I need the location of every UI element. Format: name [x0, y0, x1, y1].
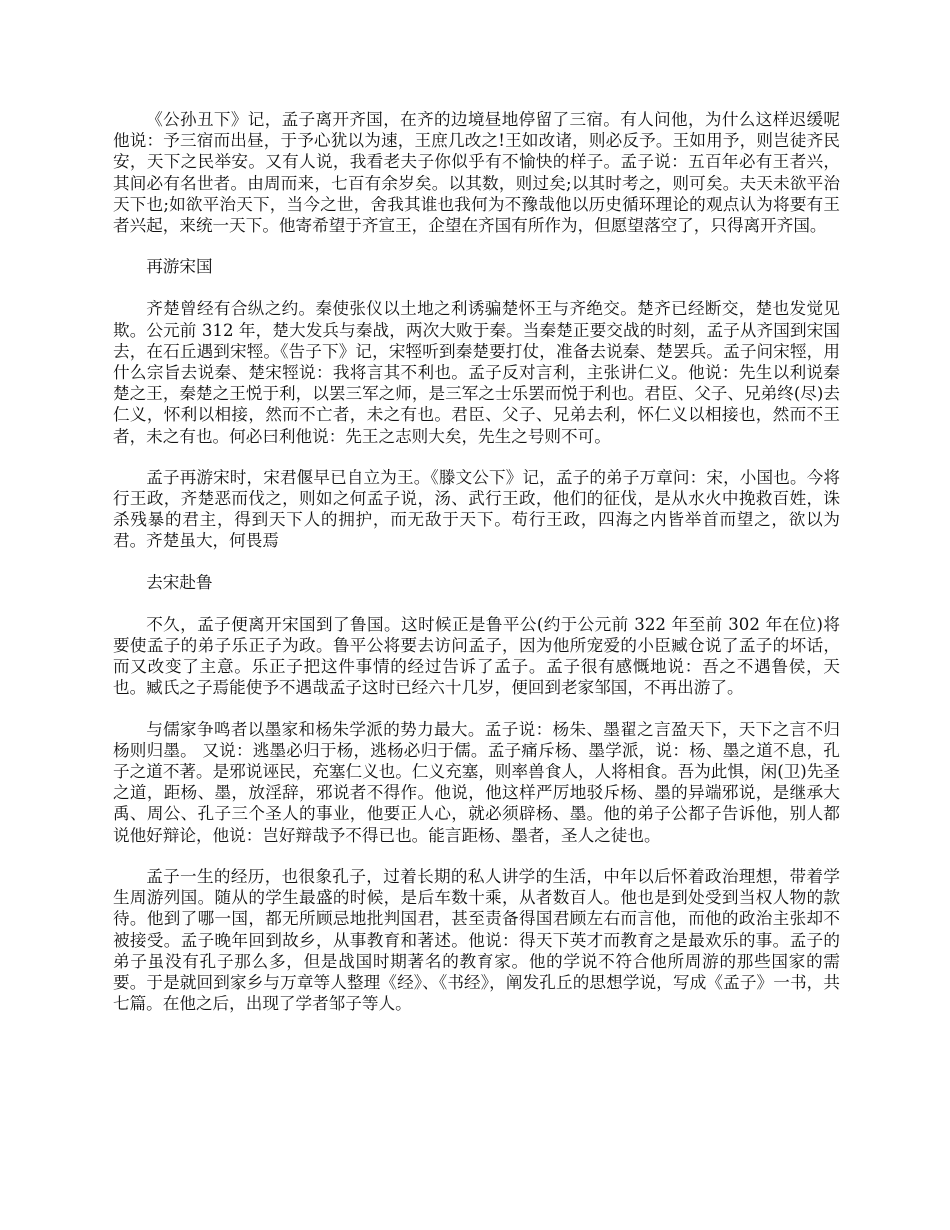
- paragraph-lu: 不久，孟子便离开宋国到了鲁国。这时候正是鲁平公(约于公元前 322 年至前 302 年在位)将要使孟子的弟子乐正子为政。鲁平公将要去访问孟子，因为他所宠爱的小臣臧仓说了孟子的坏话，而又改变了主意。乐正子把这件事情的经过告诉了孟子。孟子很有感慨地说：吾之不遇鲁侯，天也。臧氏之子焉能使予不遇哉孟子这时已经六十几岁，便回到老家邹国，不再出游了。: [113, 614, 840, 698]
- paragraph-song-king: 孟子再游宋时，宋君偃早已自立为王。《滕文公下》记，孟子的弟子万章问：宋，小国也。今将行王政，齐楚恶而伐之，则如之何孟子说，汤、武行王政，他们的征伐，是从水火中挽救百姓，诛杀残暴的君主，得到天下人的拥护，而无敌于天下。苟行王政，四海之内皆举首而望之，欲以为君。齐楚虽大，何畏焉: [113, 467, 840, 551]
- section-heading-song: 再游宋国: [146, 257, 213, 277]
- paragraph-yang-mo: 与儒家争鸣者以墨家和杨朱学派的势力最大。孟子说：杨朱、墨翟之言盈天下，天下之言不归杨则归墨。 又说：逃墨必归于杨，逃杨必归于儒。孟子痛斥杨、墨学派，说：杨、墨之道不息，孔子之道不著。是邪说诬民，充塞仁义也。仁义充塞，则率兽食人，人将相食。吾为此惧，闲(卫)先圣之道，距杨、墨，放淫辞，邪说者不得作。他说，他这样严厉地驳斥杨、墨的异端邪说，是继承大禹、周公、孔子三个圣人的事业，他要正人心，就必须辟杨、墨。他的弟子公都子告诉他，别人都说他好辩论，他说：岂好辩哉予不得已也。能言距杨、墨者，圣人之徒也。: [113, 719, 840, 845]
- section-heading-lu: 去宋赴鲁: [146, 572, 213, 592]
- paragraph-qin-chu: 齐楚曾经有合纵之约。秦使张仪以土地之利诱骗楚怀王与齐绝交。楚齐已经断交，楚也发觉见欺。公元前 312 年，楚大发兵与秦战，两次大败于秦。当秦楚正要交战的时刻，孟子从齐国到宋国去，在石丘遇到宋牼。《告子下》记，宋牼听到秦楚要打仗，准备去说秦、楚罢兵。孟子问宋牼，用什么宗旨去说秦、楚宋牼说：我将言其不利也。孟子反对言利，主张讲仁义。他说：先生以利说秦楚之王，秦楚之王悦于利，以罢三军之师，是三军之士乐罢而悦于利也。君臣、父子、兄弟终(尽)去仁义，怀利以相接，然而不亡者，未之有也。君臣、父子、兄弟去利，怀仁义以相接也，然而不王者，未之有也。何必曰利他说：先王之志则大矣，先生之号则不可。: [113, 299, 840, 446]
- document-body: [113, 109, 840, 1034]
- paragraph-life-summary: 孟子一生的经历，也很象孔子，过着长期的私人讲学的生活，中年以后怀着政治理想，带着学生周游列国。随从的学生最盛的时候，是后车数十乘，从者数百人。他也是到处受到当权人物的款待。他到了哪一国，都无所顾忌地批判国君，甚至责备得国君顾左右而言他，而他的政治主张却不被接受。孟子晚年回到故乡，从事教育和著述。他说：得天下英才而教育之是最欢乐的事。孟子的弟子虽没有孔子那么多，但是战国时期著名的教育家。他的学说不符合他所周游的那些国家的需要。于是就回到家乡与万章等人整理《经》、《书经》，阐发孔丘的思想学说，写成《孟子》一书，共七篇。在他之后，出现了学者邹子等人。: [113, 866, 840, 1014]
- paragraph-leaving-qi: 《公孙丑下》记，孟子离开齐国，在齐的边境昼地停留了三宿。有人问他，为什么这样迟缓呢他说：予三宿而出昼，于予心犹以为速，王庶几改之!王如改诸，则必反予。王如用予，则岂徒齐民安，天下之民举安。又有人说，我看老夫子你似乎有不愉快的样子。孟子说：五百年必有王者兴，其间必有名世者。由周而来，七百有余岁矣。以其数，则过矣;以其时考之，则可矣。夫天未欲平治天下也;如欲平治天下，当今之世，舍我其谁也我何为不豫哉他以历史循环理论的观点认为将要有王者兴起，来统一天下。他寄希望于齐宣王，企望在齐国有所作为，但愿望落空了，只得离开齐国。: [113, 110, 840, 236]
